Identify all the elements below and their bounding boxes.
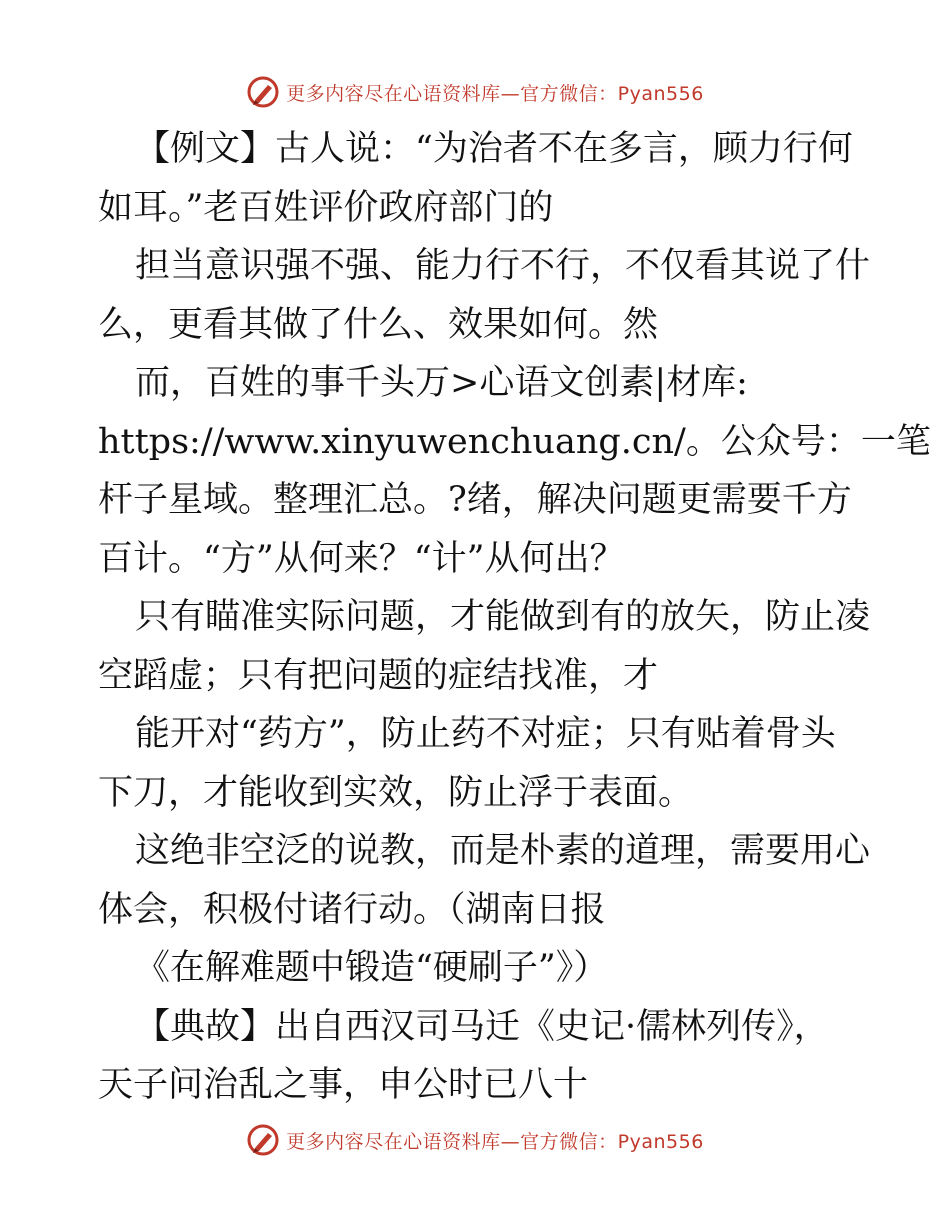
header-brand-separator: —	[500, 82, 521, 105]
page-header	[0, 72, 950, 112]
pen-logo-icon	[246, 75, 280, 109]
text-line: 空蹈虚；只有把问题的症结找准，才	[98, 655, 659, 696]
text-line: 而，百姓的事千头万>心语文创素|材库:	[135, 363, 748, 403]
text-line: 天子问治乱之事，申公时已八十	[98, 1065, 589, 1105]
header-brand	[246, 75, 704, 109]
text-line: 百计。“方”从何来？“计”从何出？	[98, 538, 625, 579]
pen-logo-icon	[246, 1123, 280, 1157]
document-body	[98, 120, 931, 1115]
footer-brand-main: 更多内容尽在心语资料库	[286, 1130, 501, 1153]
text-line: 这绝非空泛的说教，而是朴素的道理，需要用心	[135, 831, 871, 871]
text-line: 能开对“药方”，防止药不对症；只有贴着骨头	[135, 714, 836, 754]
text-line: 体会，积极付诸行动。（湖南日报	[98, 889, 606, 930]
page-footer	[0, 1120, 950, 1160]
footer-brand-tail: 官方微信：Pyan556	[520, 1130, 704, 1153]
text-line: 《在解难题中锻造“硬刷子”》）	[135, 948, 609, 988]
text-line: 只有瞄准实际问题，才能做到有的放矢，防止凌	[135, 597, 871, 637]
text-line: https://www.xinyuwenchuang.cn/。公众号：一笔	[98, 421, 931, 462]
footer-brand-text	[286, 1127, 704, 1154]
text-line: 【例文】古人说：“为治者不在多言，顾力行何	[135, 129, 853, 169]
text-line: 【典故】出自西汉司马迁《史记·儒林列传》，	[135, 1006, 829, 1047]
text-line: 担当意识强不强、能力行不行，不仅看其说了什	[135, 246, 871, 286]
text-line: 么，更看其做了什么、效果如何。然	[98, 304, 659, 345]
header-brand-text	[286, 79, 704, 106]
footer-brand	[246, 1123, 704, 1157]
text-line: 如耳。”老百姓评价政府部门的	[98, 187, 554, 228]
header-brand-main: 更多内容尽在心语资料库	[286, 82, 501, 105]
header-brand-tail: 官方微信：Pyan556	[520, 82, 704, 105]
footer-brand-separator: —	[500, 1130, 521, 1153]
text-line: 下刀，才能收到实效，防止浮于表面。	[98, 772, 694, 813]
text-line: 杆子星域。整理汇总。?绪，解决问题更需要千方	[98, 480, 852, 520]
